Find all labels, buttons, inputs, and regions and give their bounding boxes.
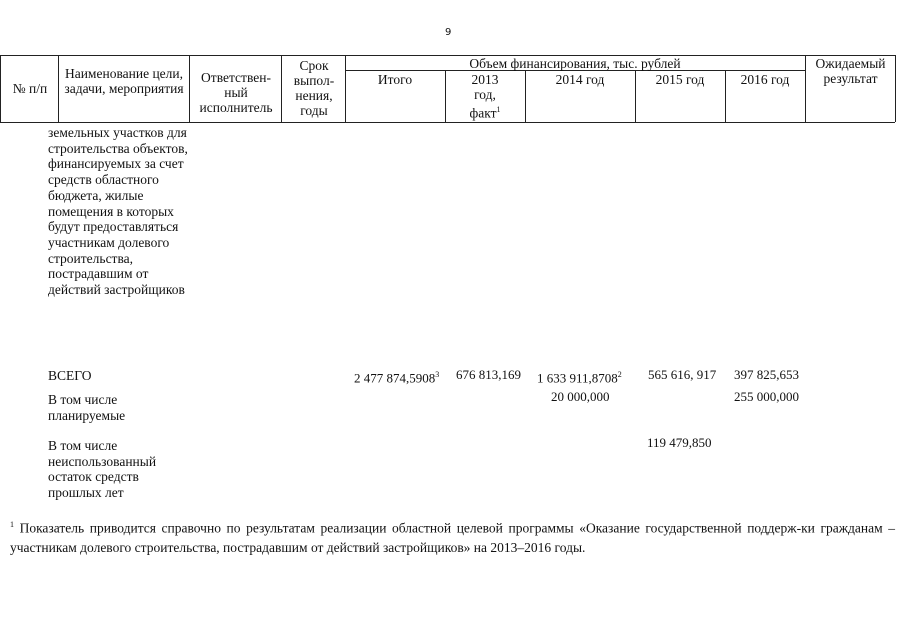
header-2015: 2015 год bbox=[655, 72, 705, 87]
header-2013: 2013 год, факт$^1$ bbox=[469, 72, 501, 121]
row-label-unused: В том числе неиспользованный остаток средств прошлых лет bbox=[48, 438, 157, 501]
continuation-text: земельных участков для строительства объектов, финансируемых за счет средств областного бюджета, жилые помещения в которых будут предоставляться участникам долевого строительства, пострадавшим от действий застройщиков bbox=[48, 125, 188, 298]
header-result: Ожидаемый результат bbox=[815, 56, 886, 86]
header-responsible: Ответствен-ный исполнитель bbox=[199, 70, 273, 115]
total-2014: 1 633 911,8708$^2$ bbox=[537, 370, 622, 386]
header-2016: 2016 год bbox=[740, 72, 790, 87]
total-itogo: 2 477 874,5908$^3$ bbox=[354, 370, 440, 386]
row-label-total: ВСЕГО bbox=[48, 368, 92, 383]
unused-2015: 119 479,850 bbox=[647, 435, 712, 450]
total-2016: 397 825,653 bbox=[734, 367, 799, 382]
header-name: Наименование цели, задачи, мероприятия bbox=[64, 66, 184, 96]
row-label-planned: В том числе планируемые bbox=[48, 392, 126, 423]
header-2014: 2014 год bbox=[555, 72, 605, 87]
page-number: 9 bbox=[445, 27, 452, 38]
total-2015: 565 616, 917 bbox=[648, 367, 717, 382]
header-total: Итого bbox=[377, 72, 413, 87]
planned-2016: 255 000,000 bbox=[734, 389, 799, 404]
header-funding: Объем финансирования, тыс. рублей bbox=[469, 56, 681, 71]
header-num: № п/п bbox=[12, 81, 48, 96]
planned-2014: 20 000,000 bbox=[551, 389, 610, 404]
footnote: $^1$ Показатель приводится справочно по результатам реализации областной целевой программы «Оказание государственной поддерж-ки гражданам – участникам долевого строительства, пострадавшим от действий застройщиков» на 2013–2016 годы. bbox=[10, 520, 895, 555]
header-term: Срок выпол-нения, годы bbox=[293, 58, 335, 118]
total-2013: 676 813,169 bbox=[456, 367, 521, 382]
